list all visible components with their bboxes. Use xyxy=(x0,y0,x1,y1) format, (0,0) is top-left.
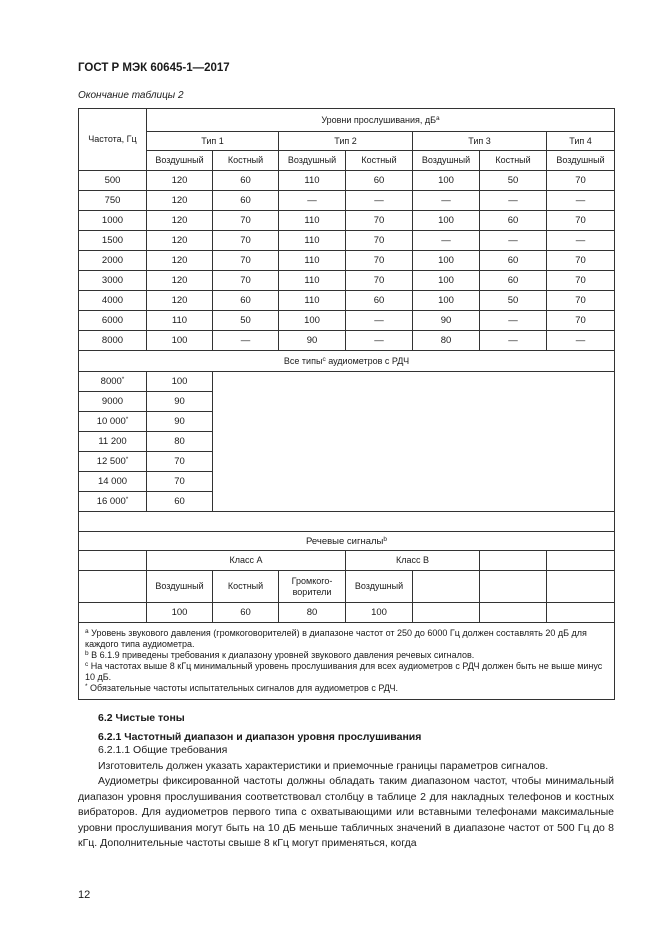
hf-level-cell: 70 xyxy=(147,452,213,472)
empty-area xyxy=(213,372,615,512)
blank-cell xyxy=(547,571,615,603)
frequency-cell: 8000 xyxy=(79,331,147,351)
level-cell: 60 xyxy=(213,191,279,211)
freq-header-cell: Частота, Гц xyxy=(79,109,147,171)
blank-cell xyxy=(79,551,147,571)
footnote xyxy=(85,628,608,650)
subheader-air: Воздушный xyxy=(413,151,480,171)
speech-level-cell: 100 xyxy=(346,603,413,623)
hf-frequency-cell xyxy=(79,372,147,392)
table-row xyxy=(79,251,615,271)
blank-cell xyxy=(413,571,480,603)
subsubsection-heading: 6.2.1.1 Общие требования xyxy=(98,744,228,756)
class-b-header: Класс В xyxy=(346,551,480,571)
hf-level-cell: 80 xyxy=(147,432,213,452)
level-cell: 110 xyxy=(279,291,346,311)
hf-frequency: 16 000 xyxy=(96,496,126,507)
level-cell: 120 xyxy=(147,271,213,291)
level-cell: 70 xyxy=(346,211,413,231)
footnote-mark: * xyxy=(85,683,88,690)
level-cell: 110 xyxy=(279,251,346,271)
hf-frequency-cell xyxy=(79,492,147,512)
footnote-text: На частотах выше 8 кГц минимальный уровень прослушивания для всех аудиометров с РДЧ должен быть не выше минус 10 дБ. xyxy=(85,661,603,682)
frequency-cell: 750 xyxy=(79,191,147,211)
all-types-label: Все типы xyxy=(283,355,323,366)
level-cell: 70 xyxy=(547,171,615,191)
blank-cell xyxy=(547,551,615,571)
blank-cell xyxy=(413,603,480,623)
footnotes-cell xyxy=(79,623,615,700)
hf-level-cell: 70 xyxy=(147,472,213,492)
spacer-row xyxy=(79,512,615,532)
subheader-bone: Костный xyxy=(346,151,413,171)
hf-frequency-cell xyxy=(79,432,147,452)
level-cell: 120 xyxy=(147,171,213,191)
frequency-cell: 3000 xyxy=(79,271,147,291)
hf-level-cell: 90 xyxy=(147,392,213,412)
all-types-suffix: аудиометров с РДЧ xyxy=(325,355,410,366)
speech-air-b-header: Воздушный xyxy=(346,571,413,603)
frequency-cell: 6000 xyxy=(79,311,147,331)
footnote xyxy=(85,650,608,661)
footnotes-row xyxy=(79,623,615,700)
subheader-air: Воздушный xyxy=(547,151,615,171)
footnote-text: Уровень звукового давления (громкоговорителей) в диапазоне частот от 250 до 6000 Гц должен составлять 20 дБ для каждого типа аудиометра. xyxy=(85,628,587,649)
level-cell: 110 xyxy=(279,231,346,251)
level-cell: 70 xyxy=(547,251,615,271)
level-cell: 70 xyxy=(346,251,413,271)
hf-level-cell: 100 xyxy=(147,372,213,392)
footnote xyxy=(85,661,608,683)
level-cell: 110 xyxy=(147,311,213,331)
speech-bone-header: Костный xyxy=(213,571,279,603)
hf-frequency: 10 000 xyxy=(96,416,126,427)
hf-frequency-cell xyxy=(79,472,147,492)
blank-cell xyxy=(79,603,147,623)
speech-air-header: Воздушный xyxy=(147,571,213,603)
level-cell: 60 xyxy=(213,291,279,311)
blank-cell xyxy=(480,551,547,571)
level-cell: — xyxy=(346,191,413,211)
table-caption: Окончание таблицы 2 xyxy=(78,90,184,101)
frequency-cell: 2000 xyxy=(79,251,147,271)
level-cell: 110 xyxy=(279,271,346,291)
section-heading: 6.2 Чистые тоны xyxy=(98,712,185,724)
table-row xyxy=(79,211,615,231)
hf-level-cell: 60 xyxy=(147,492,213,512)
table-row xyxy=(79,271,615,291)
subsection-heading: 6.2.1 Частотный диапазон и диапазон уровня прослушивания xyxy=(98,731,422,743)
level-cell: 70 xyxy=(547,271,615,291)
level-cell: 100 xyxy=(279,311,346,331)
level-cell: 70 xyxy=(547,311,615,331)
mandatory-mark: * xyxy=(121,376,125,383)
blank-cell xyxy=(480,571,547,603)
level-cell: 60 xyxy=(346,291,413,311)
table-row xyxy=(79,571,615,603)
level-cell: 70 xyxy=(547,211,615,231)
level-cell: — xyxy=(346,311,413,331)
speech-label: Речевые сигналы xyxy=(306,535,384,547)
level-cell: 50 xyxy=(480,291,547,311)
hf-frequency-cell xyxy=(79,412,147,432)
type-1-header: Тип 1 xyxy=(147,132,279,151)
speech-loudspeakers-header: Громкого- ворители xyxy=(279,571,346,603)
level-cell: 110 xyxy=(279,211,346,231)
hf-frequency: 8000 xyxy=(100,376,122,387)
level-cell: 90 xyxy=(279,331,346,351)
level-cell: 110 xyxy=(279,171,346,191)
table-row xyxy=(79,512,615,532)
mandatory-mark: * xyxy=(125,496,129,503)
level-cell: 60 xyxy=(346,171,413,191)
level-cell: 90 xyxy=(413,311,480,331)
level-cell: 70 xyxy=(346,271,413,291)
footnote-mark: a xyxy=(85,628,89,635)
frequency-cell: 1000 xyxy=(79,211,147,231)
footnote-mark: c xyxy=(85,661,89,668)
all-types-rdch-header xyxy=(79,351,615,372)
level-cell: — xyxy=(213,331,279,351)
hf-frequency: 12 500 xyxy=(96,456,126,467)
level-cell: 100 xyxy=(413,271,480,291)
level-cell: — xyxy=(346,331,413,351)
subheader-air: Воздушный xyxy=(279,151,346,171)
table-row xyxy=(79,331,615,351)
body-text xyxy=(78,743,614,852)
level-cell: 60 xyxy=(480,211,547,231)
level-cell: 60 xyxy=(480,251,547,271)
table-row xyxy=(79,231,615,251)
footnote-mark: b xyxy=(383,535,387,543)
table-row xyxy=(79,311,615,331)
level-cell: 120 xyxy=(147,251,213,271)
speech-signals-header xyxy=(79,532,615,551)
level-cell: 60 xyxy=(480,271,547,291)
hf-level-cell: 90 xyxy=(147,412,213,432)
level-cell: 50 xyxy=(213,311,279,331)
level-cell: 70 xyxy=(213,231,279,251)
level-cell: — xyxy=(480,331,547,351)
table-row xyxy=(79,532,615,551)
level-cell: — xyxy=(547,191,615,211)
table-row xyxy=(79,191,615,211)
level-cell: 70 xyxy=(547,291,615,311)
table-row xyxy=(79,551,615,571)
document-id: ГОСТ Р МЭК 60645-1—2017 xyxy=(78,62,230,74)
level-cell: 120 xyxy=(147,291,213,311)
speech-level-cell: 60 xyxy=(213,603,279,623)
level-cell: 100 xyxy=(147,331,213,351)
subheader-bone: Костный xyxy=(480,151,547,171)
level-cell: 100 xyxy=(413,251,480,271)
footnote-text: В 6.1.9 приведены требования к диапазону уровней звукового давления речевых сигналов. xyxy=(88,650,475,660)
level-cell: 120 xyxy=(147,191,213,211)
blank-cell xyxy=(480,603,547,623)
level-cell: — xyxy=(480,191,547,211)
hf-frequency: 11 200 xyxy=(98,436,127,447)
table-row xyxy=(79,171,615,191)
type-3-header: Тип 3 xyxy=(413,132,547,151)
level-cell: 100 xyxy=(413,171,480,191)
hf-frequency: 14 000 xyxy=(97,476,128,487)
frequency-cell: 500 xyxy=(79,171,147,191)
level-cell: 70 xyxy=(346,231,413,251)
hf-frequency-cell xyxy=(79,452,147,472)
footnote-mark: b xyxy=(85,650,89,657)
level-cell: 50 xyxy=(480,171,547,191)
class-a-header: Класс А xyxy=(147,551,346,571)
type-4-header: Тип 4 xyxy=(547,132,615,151)
frequency-cell: 4000 xyxy=(79,291,147,311)
mandatory-mark: * xyxy=(125,416,129,423)
table-row xyxy=(79,351,615,372)
level-cell: — xyxy=(413,191,480,211)
speech-level-cell: 80 xyxy=(279,603,346,623)
mandatory-mark: * xyxy=(125,456,129,463)
subheader-air: Воздушный xyxy=(147,151,213,171)
level-cell: 120 xyxy=(147,231,213,251)
level-cell: — xyxy=(480,231,547,251)
level-cell: — xyxy=(547,331,615,351)
level-cell: 100 xyxy=(413,211,480,231)
page-number: 12 xyxy=(78,889,91,901)
audiometer-levels-table xyxy=(78,108,615,700)
level-cell: — xyxy=(480,311,547,331)
level-cell: 80 xyxy=(413,331,480,351)
paragraph: Изготовитель должен указать характеристики и приемочные границы параметров сигналов. xyxy=(98,759,549,772)
type-2-header: Тип 2 xyxy=(279,132,413,151)
footnote-mark: c xyxy=(322,355,326,363)
table-row xyxy=(79,603,615,623)
level-cell: — xyxy=(547,231,615,251)
table-row xyxy=(79,372,615,392)
blank-cell xyxy=(547,603,615,623)
hf-frequency: 9000 xyxy=(101,396,124,407)
blank-cell xyxy=(79,571,147,603)
level-cell: 70 xyxy=(213,251,279,271)
level-cell: 100 xyxy=(413,291,480,311)
footnote-text: Обязательные частоты испытательных сигналов для аудиометров с РДЧ. xyxy=(87,683,399,693)
level-cell: 70 xyxy=(213,271,279,291)
subheader-bone: Костный xyxy=(213,151,279,171)
levels-header-cell: Уровни прослушивания, $дБ^a$ xyxy=(147,109,615,132)
table-row xyxy=(79,291,615,311)
hf-frequency-cell xyxy=(79,392,147,412)
level-cell: 120 xyxy=(147,211,213,231)
speech-level-cell: 100 xyxy=(147,603,213,623)
level-cell: 60 xyxy=(213,171,279,191)
level-cell: — xyxy=(413,231,480,251)
paragraph: Аудиометры фиксированной частоты должны обладать таким диапазоном частот, чтобы минимальный диапазон уровня прослушивания соответствовал столбцу в таблице 2 для накладных телефонов и костных вибраторов. Для аудиометров первого типа с охватывающими или вставными телефонами максимальные уровни прослушивания могут быть на 10 дБ меньше табличных значений в диапазоне частот от 500 Гц до 8 кГц. Дополнительные частоты свыше 8 кГц могут применяться, когда xyxy=(78,775,614,849)
footnote xyxy=(85,683,608,694)
level-cell: — xyxy=(279,191,346,211)
frequency-cell: 1500 xyxy=(79,231,147,251)
level-cell: 70 xyxy=(213,211,279,231)
